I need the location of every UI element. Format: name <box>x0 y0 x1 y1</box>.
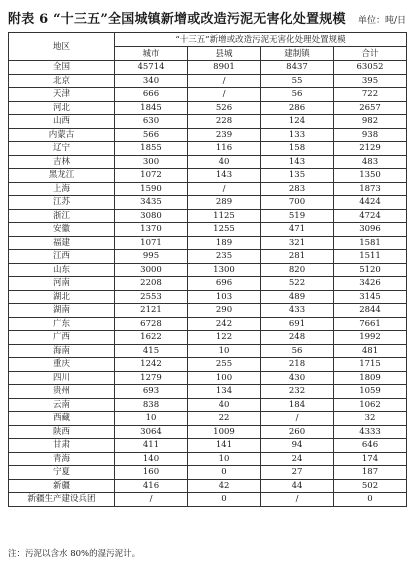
city-cell: 2208 <box>115 277 188 291</box>
region-cell: 江苏 <box>9 196 115 210</box>
town-cell: 248 <box>261 331 334 345</box>
county-cell: 0 <box>188 466 261 480</box>
region-cell: 四川 <box>9 371 115 385</box>
table-row <box>9 452 407 466</box>
total-cell: 0 <box>334 493 407 507</box>
total-cell: 1873 <box>334 182 407 196</box>
table-header <box>9 33 407 61</box>
town-cell: 56 <box>261 88 334 102</box>
total-cell: 187 <box>334 466 407 480</box>
table-row <box>9 142 407 156</box>
county-cell: 696 <box>188 277 261 291</box>
region-cell: 湖北 <box>9 290 115 304</box>
total-cell: 722 <box>334 88 407 102</box>
city-cell: 3080 <box>115 209 188 223</box>
town-cell: 158 <box>261 142 334 156</box>
table-row <box>9 223 407 237</box>
header-group: “十三五”新增或改造污泥无害化处理处置规模 <box>115 33 407 47</box>
town-cell: 260 <box>261 425 334 439</box>
table-row <box>9 101 407 115</box>
city-cell: 160 <box>115 466 188 480</box>
total-cell: 1581 <box>334 236 407 250</box>
city-cell: 140 <box>115 452 188 466</box>
total-cell: 174 <box>334 452 407 466</box>
city-cell: 630 <box>115 115 188 129</box>
region-cell: 贵州 <box>9 385 115 399</box>
total-cell: 982 <box>334 115 407 129</box>
table-row <box>9 209 407 223</box>
city-cell: 693 <box>115 385 188 399</box>
county-cell: 22 <box>188 412 261 426</box>
table-title: 附表 6 “十三五”全国城镇新增或改造污泥无害化处置规模 <box>8 12 346 27</box>
table-row <box>9 371 407 385</box>
county-cell: 141 <box>188 439 261 453</box>
town-cell: 321 <box>261 236 334 250</box>
city-cell: 3064 <box>115 425 188 439</box>
county-cell: 40 <box>188 155 261 169</box>
region-cell: 新疆生产建设兵团 <box>9 493 115 507</box>
county-cell: 40 <box>188 398 261 412</box>
town-cell: 184 <box>261 398 334 412</box>
county-cell: 228 <box>188 115 261 129</box>
total-cell: 1511 <box>334 250 407 264</box>
city-cell: 6728 <box>115 317 188 331</box>
town-cell: 8437 <box>261 61 334 75</box>
region-cell: 甘肃 <box>9 439 115 453</box>
region-cell: 青海 <box>9 452 115 466</box>
table-row <box>9 466 407 480</box>
town-cell: 135 <box>261 169 334 183</box>
total-cell: 63052 <box>334 61 407 75</box>
header-county: 县城 <box>188 47 261 61</box>
table-row <box>9 182 407 196</box>
county-cell: 290 <box>188 304 261 318</box>
county-cell: 255 <box>188 358 261 372</box>
town-cell: 218 <box>261 358 334 372</box>
county-cell: 10 <box>188 452 261 466</box>
total-cell: 4724 <box>334 209 407 223</box>
county-cell: 1009 <box>188 425 261 439</box>
total-cell: 1059 <box>334 385 407 399</box>
table-row <box>9 385 407 399</box>
city-cell: 411 <box>115 439 188 453</box>
region-cell: 河南 <box>9 277 115 291</box>
city-cell: 1242 <box>115 358 188 372</box>
county-cell: 8901 <box>188 61 261 75</box>
town-cell: 55 <box>261 74 334 88</box>
table-row <box>9 169 407 183</box>
region-cell: 河北 <box>9 101 115 115</box>
county-cell: / <box>188 74 261 88</box>
town-cell: 283 <box>261 182 334 196</box>
total-cell: 4424 <box>334 196 407 210</box>
county-cell: / <box>188 88 261 102</box>
table-body <box>9 61 407 507</box>
table-row <box>9 439 407 453</box>
town-cell: 430 <box>261 371 334 385</box>
town-cell: 522 <box>261 277 334 291</box>
unit-label: 单位：吨/日 <box>357 16 406 26</box>
region-cell: 上海 <box>9 182 115 196</box>
total-cell: 395 <box>334 74 407 88</box>
region-cell: 广东 <box>9 317 115 331</box>
total-cell: 502 <box>334 479 407 493</box>
header-region: 地区 <box>9 33 115 61</box>
table-row <box>9 263 407 277</box>
footnote: 注：污泥以含水 80%的湿污泥计。 <box>8 549 141 559</box>
sludge-capacity-table <box>8 32 407 507</box>
header-total: 合计 <box>334 47 407 61</box>
county-cell: 103 <box>188 290 261 304</box>
city-cell: 3435 <box>115 196 188 210</box>
table-row <box>9 304 407 318</box>
region-cell: 安徽 <box>9 223 115 237</box>
city-cell: 1072 <box>115 169 188 183</box>
town-cell: 691 <box>261 317 334 331</box>
region-cell: 北京 <box>9 74 115 88</box>
county-cell: 122 <box>188 331 261 345</box>
county-cell: 239 <box>188 128 261 142</box>
city-cell: 1370 <box>115 223 188 237</box>
county-cell: 235 <box>188 250 261 264</box>
town-cell: 27 <box>261 466 334 480</box>
region-cell: 黑龙江 <box>9 169 115 183</box>
town-cell: 44 <box>261 479 334 493</box>
total-cell: 7661 <box>334 317 407 331</box>
county-cell: 1300 <box>188 263 261 277</box>
table-row <box>9 236 407 250</box>
city-cell: 2121 <box>115 304 188 318</box>
city-cell: 10 <box>115 412 188 426</box>
city-cell: 1279 <box>115 371 188 385</box>
region-cell: 海南 <box>9 344 115 358</box>
city-cell: / <box>115 493 188 507</box>
city-cell: 416 <box>115 479 188 493</box>
town-cell: 24 <box>261 452 334 466</box>
town-cell: 94 <box>261 439 334 453</box>
county-cell: 289 <box>188 196 261 210</box>
region-cell: 江西 <box>9 250 115 264</box>
region-cell: 广西 <box>9 331 115 345</box>
city-cell: 995 <box>115 250 188 264</box>
region-cell: 陕西 <box>9 425 115 439</box>
town-cell: 133 <box>261 128 334 142</box>
town-cell: 232 <box>261 385 334 399</box>
title-row <box>8 8 406 28</box>
total-cell: 1715 <box>334 358 407 372</box>
city-cell: 1590 <box>115 182 188 196</box>
table-row <box>9 128 407 142</box>
city-cell: 45714 <box>115 61 188 75</box>
table-row <box>9 61 407 75</box>
region-cell: 福建 <box>9 236 115 250</box>
region-cell: 湖南 <box>9 304 115 318</box>
town-cell: 286 <box>261 101 334 115</box>
town-cell: 433 <box>261 304 334 318</box>
table-row <box>9 425 407 439</box>
county-cell: / <box>188 182 261 196</box>
county-cell: 1125 <box>188 209 261 223</box>
region-cell: 新疆 <box>9 479 115 493</box>
city-cell: 838 <box>115 398 188 412</box>
table-row <box>9 493 407 507</box>
table-row <box>9 155 407 169</box>
total-cell: 646 <box>334 439 407 453</box>
region-cell: 天津 <box>9 88 115 102</box>
county-cell: 42 <box>188 479 261 493</box>
total-cell: 938 <box>334 128 407 142</box>
county-cell: 100 <box>188 371 261 385</box>
table-row <box>9 398 407 412</box>
city-cell: 566 <box>115 128 188 142</box>
table-row <box>9 196 407 210</box>
total-cell: 3426 <box>334 277 407 291</box>
region-cell: 全国 <box>9 61 115 75</box>
table-row <box>9 115 407 129</box>
header-city: 城市 <box>115 47 188 61</box>
region-cell: 云南 <box>9 398 115 412</box>
region-cell: 内蒙古 <box>9 128 115 142</box>
total-cell: 5120 <box>334 263 407 277</box>
table-row <box>9 331 407 345</box>
town-cell: 471 <box>261 223 334 237</box>
total-cell: 1350 <box>334 169 407 183</box>
total-cell: 2129 <box>334 142 407 156</box>
region-cell: 辽宁 <box>9 142 115 156</box>
city-cell: 666 <box>115 88 188 102</box>
total-cell: 481 <box>334 344 407 358</box>
town-cell: 820 <box>261 263 334 277</box>
table-row <box>9 277 407 291</box>
county-cell: 134 <box>188 385 261 399</box>
county-cell: 143 <box>188 169 261 183</box>
city-cell: 1845 <box>115 101 188 115</box>
region-cell: 山西 <box>9 115 115 129</box>
town-cell: 281 <box>261 250 334 264</box>
table-row <box>9 344 407 358</box>
city-cell: 1855 <box>115 142 188 156</box>
total-cell: 2657 <box>334 101 407 115</box>
town-cell: 143 <box>261 155 334 169</box>
table-row <box>9 74 407 88</box>
region-cell: 浙江 <box>9 209 115 223</box>
region-cell: 吉林 <box>9 155 115 169</box>
table-row <box>9 290 407 304</box>
region-cell: 山东 <box>9 263 115 277</box>
county-cell: 189 <box>188 236 261 250</box>
header-town: 建制镇 <box>261 47 334 61</box>
city-cell: 1071 <box>115 236 188 250</box>
table-row <box>9 317 407 331</box>
city-cell: 300 <box>115 155 188 169</box>
table-row <box>9 88 407 102</box>
region-cell: 重庆 <box>9 358 115 372</box>
total-cell: 2844 <box>334 304 407 318</box>
town-cell: 519 <box>261 209 334 223</box>
total-cell: 4333 <box>334 425 407 439</box>
town-cell: 489 <box>261 290 334 304</box>
table-row <box>9 358 407 372</box>
town-cell: 124 <box>261 115 334 129</box>
county-cell: 116 <box>188 142 261 156</box>
city-cell: 1622 <box>115 331 188 345</box>
city-cell: 3000 <box>115 263 188 277</box>
region-cell: 宁夏 <box>9 466 115 480</box>
total-cell: 1809 <box>334 371 407 385</box>
city-cell: 415 <box>115 344 188 358</box>
county-cell: 526 <box>188 101 261 115</box>
town-cell: / <box>261 412 334 426</box>
total-cell: 3096 <box>334 223 407 237</box>
table-row <box>9 479 407 493</box>
city-cell: 340 <box>115 74 188 88</box>
county-cell: 242 <box>188 317 261 331</box>
city-cell: 2553 <box>115 290 188 304</box>
total-cell: 1062 <box>334 398 407 412</box>
county-cell: 10 <box>188 344 261 358</box>
town-cell: / <box>261 493 334 507</box>
region-cell: 西藏 <box>9 412 115 426</box>
total-cell: 3145 <box>334 290 407 304</box>
total-cell: 32 <box>334 412 407 426</box>
total-cell: 483 <box>334 155 407 169</box>
town-cell: 56 <box>261 344 334 358</box>
town-cell: 700 <box>261 196 334 210</box>
table-row <box>9 250 407 264</box>
total-cell: 1992 <box>334 331 407 345</box>
county-cell: 0 <box>188 493 261 507</box>
county-cell: 1255 <box>188 223 261 237</box>
table-row <box>9 412 407 426</box>
